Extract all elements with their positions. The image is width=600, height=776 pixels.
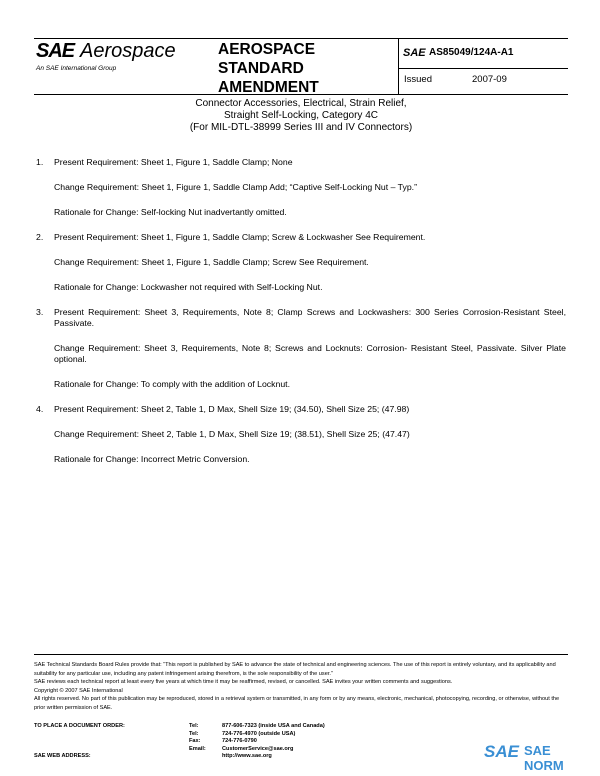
document-subject [34,98,568,134]
change-requirement: Change Requirement: Sheet 1, Figure 1, Saddle Clamp Add; “Captive Self-Locking Nut – Typ.” [54,182,417,192]
sae-norm-watermark [484,742,584,772]
footer-review-notice: SAE reviews each technical report at least every five years at which time it may be reaffirmed, revised, or cancelled. SAE invites your written comments and suggestions. [34,679,453,685]
footer-rules-notice: SAE Technical Standards Board Rules provide that: “This report is published by SAE to advance the state of technical and engineering sciences. The use of this report is entirely voluntary, and its applicability and suitability for any particular use, including any patent infringement arising therefrom, is the sole responsibility of the user.” [34,662,556,677]
web-link[interactable]: http://www.sae.org [222,753,272,760]
header-top-rule [34,38,568,39]
doc-sae-mark: SAE [403,47,426,59]
subject-line-2: Straight Self-Locking, Category 4C [224,110,378,121]
tel1-value: 877-606-7323 (inside USA and Canada) [222,723,325,729]
title-line-1: AEROSPACE [218,41,316,58]
logo-subtitle: An SAE International Group [36,65,117,72]
order-label: TO PLACE A DOCUMENT ORDER: [34,723,125,729]
watermark-logo: SAE [484,742,519,761]
amendment-item [36,232,566,293]
change-requirement: Change Requirement: Sheet 3, Requirements, Note 8; Screws and Locknuts: Corrosion- Resistant Steel, Passivate. Silver Plate optional. [54,343,566,364]
fax-label: Fax: [189,738,201,745]
issued-date: 2007-09 [472,74,507,85]
subject-line-1: Connector Accessories, Electrical, Strain Relief, [195,98,407,109]
logo-sae: SAE [36,40,75,62]
present-requirement: Present Requirement: Sheet 2, Table 1, D Max, Shell Size 19; (34.50), Shell Size 25; (47.98) [54,404,410,414]
footer-rights-notice: All rights reserved. No part of this publication may be reproduced, stored in a retrieval system or transmitted, in any form or by any means, electronic, mechanical, photocopying, recording, or otherwise, without the prior written permission of SAE. [34,696,560,711]
title-line-2: STANDARD [218,60,304,77]
present-requirement: Present Requirement: Sheet 1, Figure 1, Saddle Clamp; Screw & Lockwasher See Requirement. [54,232,426,242]
present-requirement: Present Requirement: Sheet 1, Figure 1, Saddle Clamp; None [54,157,293,167]
amendment-item [36,157,566,218]
change-requirement: Change Requirement: Sheet 1, Figure 1, Saddle Clamp; Screw See Requirement. [54,257,369,267]
header-doc-rule [398,68,568,69]
footer-copyright: Copyright © 2007 SAE International [34,687,123,694]
rationale: Rationale for Change: To comply with the addition of Locknut. [54,379,290,389]
legal-footer [34,654,568,712]
email-link[interactable]: CustomerService@sae.org [222,745,294,752]
email-label: Email: [189,745,206,752]
tel1-label: Tel: [189,723,199,729]
issued-label: Issued [404,74,432,85]
change-requirement: Change Requirement: Sheet 2, Table 1, D Max, Shell Size 19; (38.51), Shell Size 25; (47.47) [54,429,410,439]
rationale: Rationale for Change: Self-locking Nut inadvertantly omitted. [54,207,287,217]
watermark-text: SAE NORM [524,743,564,773]
header-divider [398,38,399,94]
subject-line-3: (For MIL-DTL-38999 Series III and IV Connectors) [189,122,413,133]
document-type-title [218,40,319,97]
item-number: 3. [36,307,44,317]
item-number: 1. [36,157,44,167]
item-number: 2. [36,232,44,242]
amendment-item [36,404,566,465]
amendment-items [36,157,566,479]
sae-aerospace-logo [36,40,216,80]
title-line-3: AMENDMENT [218,79,319,96]
rationale: Rationale for Change: Lockwasher not required with Self-Locking Nut. [54,282,323,292]
amendment-item [36,307,566,390]
tel2-label: Tel: [189,730,199,737]
fax-value: 724-776-0790 [222,738,257,745]
web-label: SAE WEB ADDRESS: [34,753,91,760]
present-requirement: Present Requirement: Sheet 3, Requirements, Note 8; Clamp Screws and Lockwashers: 300 Series Corrosion-Resistant Steel, Passivate. [54,307,566,328]
logo-aerospace: Aerospace [80,40,176,62]
item-number: 4. [36,404,44,414]
rationale: Rationale for Change: Incorrect Metric Conversion. [54,454,250,464]
tel2-value: 724-776-4970 (outside USA) [222,730,296,737]
document-number: AS85049/124A-A1 [429,47,514,58]
